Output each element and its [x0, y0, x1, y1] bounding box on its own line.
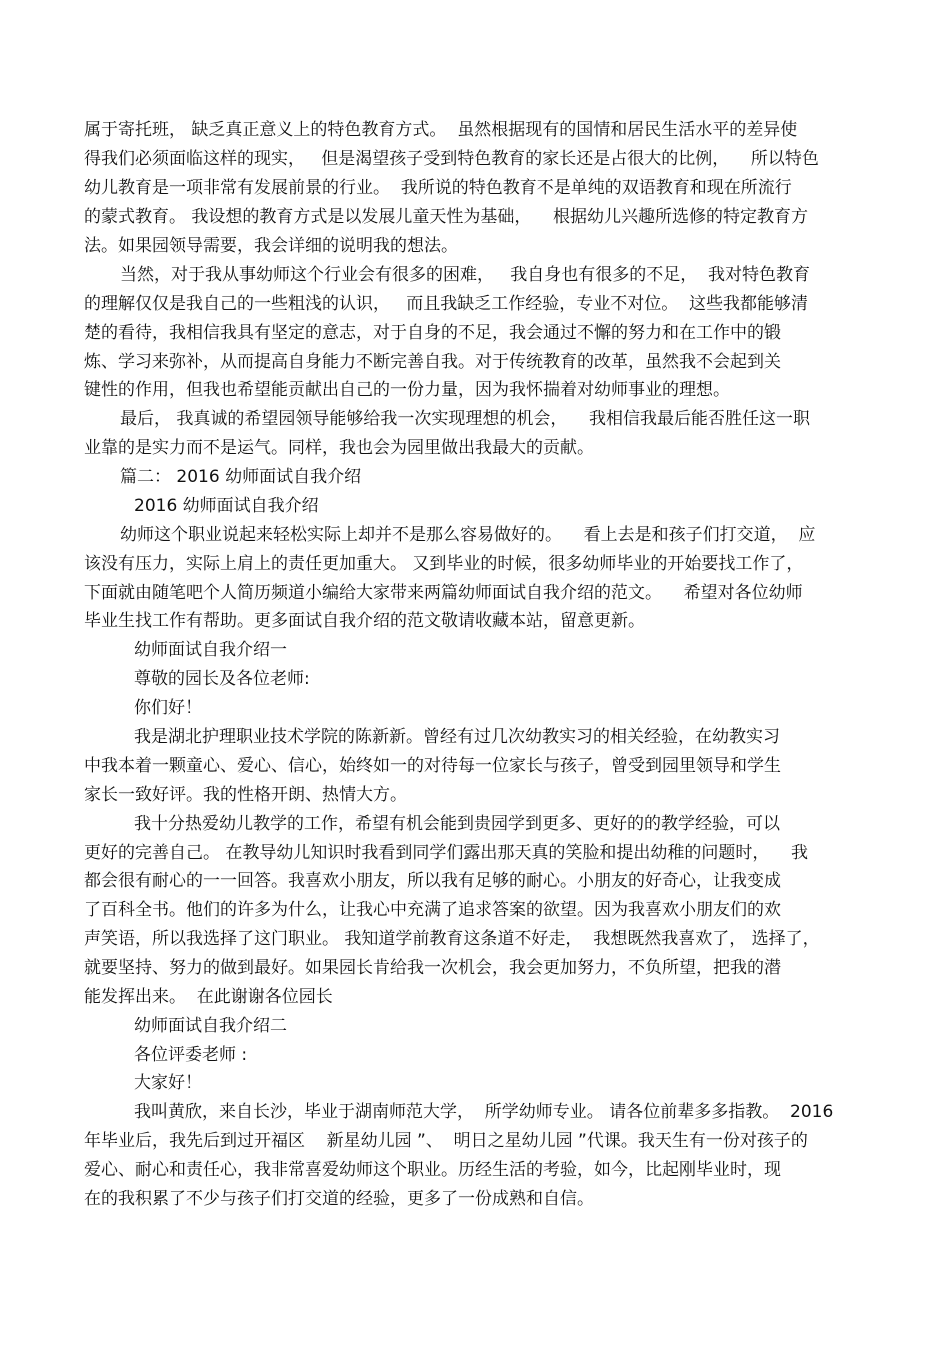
text-line: 我叫黄欣，来自长沙，毕业于湖南师范大学， 所学幼师专业。 请各位前辈多多指教。 2016 [134, 1102, 834, 1122]
text-line: 能发挥出来。 在此谢谢各位园长 [84, 987, 333, 1007]
subsection-heading: 幼师面试自我介绍二 [134, 1016, 287, 1036]
text-line: 的理解仅仅是我自己的一些粗浅的认识， 而且我缺乏工作经验，专业不对位。 这些我都能够清 [84, 294, 809, 314]
text-line: 最后， 我真诚的希望园领导能够给我一次实现理想的机会， 我相信我最后能否胜任这一职 [120, 409, 811, 429]
text-line: 都会很有耐心的一一回答。我喜欢小朋友，所以我有足够的耐心。小朋友的好奇心，让我变成 [84, 871, 781, 891]
text-line: 年毕业后，我先后到过开福区 新星幼儿园 ”、 明日之星幼儿园 ”代课。我天生有一份对孩子的 [84, 1131, 808, 1151]
text-line: 爱心、耐心和责任心，我非常喜爱幼师这个职业。历经生活的考验，如今，比起刚毕业时，现 [84, 1160, 781, 1180]
text-line: 更好的完善自己。 在教导幼儿知识时我看到同学们露出那天真的笑脸和提出幼稚的问题时， 我 [84, 843, 809, 863]
text-line: 毕业生找工作有帮助。更多面试自我介绍的范文敬请收藏本站，留意更新。 [84, 611, 645, 631]
text-line: 炼、学习来弥补，从而提高自身能力不断完善自我。对于传统教育的改革，虽然我不会起到关 [84, 352, 781, 372]
text-line: 楚的看待，我相信我具有坚定的意志，对于自身的不足，我会通过不懈的努力和在工作中的锻 [84, 323, 781, 343]
text-line: 得我们必须面临这样的现实， 但是渴望孩子受到特色教育的家长还是占很大的比例， 所以特色 [84, 149, 819, 169]
text-line: 法。如果园领导需要，我会详细的说明我的想法。 [84, 236, 458, 256]
text-line: 家长一致好评。我的性格开朗、热情大方。 [84, 785, 407, 805]
text-line: 键性的作用，但我也希望能贡献出自己的一份力量，因为我怀揣着对幼师事业的理想。 [84, 380, 730, 400]
salutation: 尊敬的园长及各位老师: [134, 669, 310, 689]
text-line: 当然，对于我从事幼师这个行业会有很多的困难， 我自身也有很多的不足， 我对特色教育 [120, 265, 811, 285]
text-line: 下面就由随笔吧个人简历频道小编给大家带来两篇幼师面试自我介绍的范文。 希望对各位幼师 [84, 583, 803, 603]
text-line: 的蒙式教育。 我设想的教育方式是以发展儿童天性为基础， 根据幼儿兴趣所选修的特定教育方 [84, 207, 809, 227]
text-line: 幼师这个职业说起来轻松实际上却并不是那么容易做好的。 看上去是和孩子们打交道， 应 [120, 525, 816, 545]
section-heading: 篇二： 2016 幼师面试自我介绍 [120, 467, 362, 487]
text-line: 我是湖北护理职业技术学院的陈新新。曾经有过几次幼教实习的相关经验，在幼教实习 [134, 727, 780, 747]
article-title: 2016 幼师面试自我介绍 [134, 496, 319, 516]
text-line: 该没有压力，实际上肩上的责任更加重大。 又到毕业的时候，很多幼师毕业的开始要找工作了， [84, 554, 804, 574]
text-line: 幼儿教育是一项非常有发展前景的行业。 我所说的特色教育不是单纯的双语教育和现在所流行 [84, 178, 792, 198]
greeting: 你们好！ [134, 698, 202, 718]
text-line: 了百科全书。他们的许多为什么，让我心中充满了追求答案的欲望。因为我喜欢小朋友们的欢 [84, 900, 781, 920]
text-line: 业靠的是实力而不是运气。同样，我也会为园里做出我最大的贡献。 [84, 438, 594, 458]
subsection-heading: 幼师面试自我介绍一 [134, 640, 287, 660]
text-line: 中我本着一颗童心、爱心、信心，始终如一的对待每一位家长与孩子，曾受到园里领导和学生 [84, 756, 781, 776]
salutation: 各位评委老师 : [134, 1045, 248, 1065]
text-line: 属于寄托班， 缺乏真正意义上的特色教育方式。 虽然根据现有的国情和居民生活水平的差异使 [84, 120, 798, 140]
text-line: 声笑语，所以我选择了这门职业。 我知道学前教育这条道不好走， 我想既然我喜欢了， 选择了， [84, 929, 820, 949]
greeting: 大家好！ [134, 1073, 202, 1093]
text-line: 我十分热爱幼儿教学的工作，希望有机会能到贵园学到更多、更好的的教学经验，可以 [134, 814, 780, 834]
text-line: 就要坚持、努力的做到最好。如果园长肯给我一次机会，我会更加努力，不负所望，把我的潜 [84, 958, 781, 978]
text-line: 在的我积累了不少与孩子们打交道的经验，更多了一份成熟和自信。 [84, 1189, 594, 1209]
